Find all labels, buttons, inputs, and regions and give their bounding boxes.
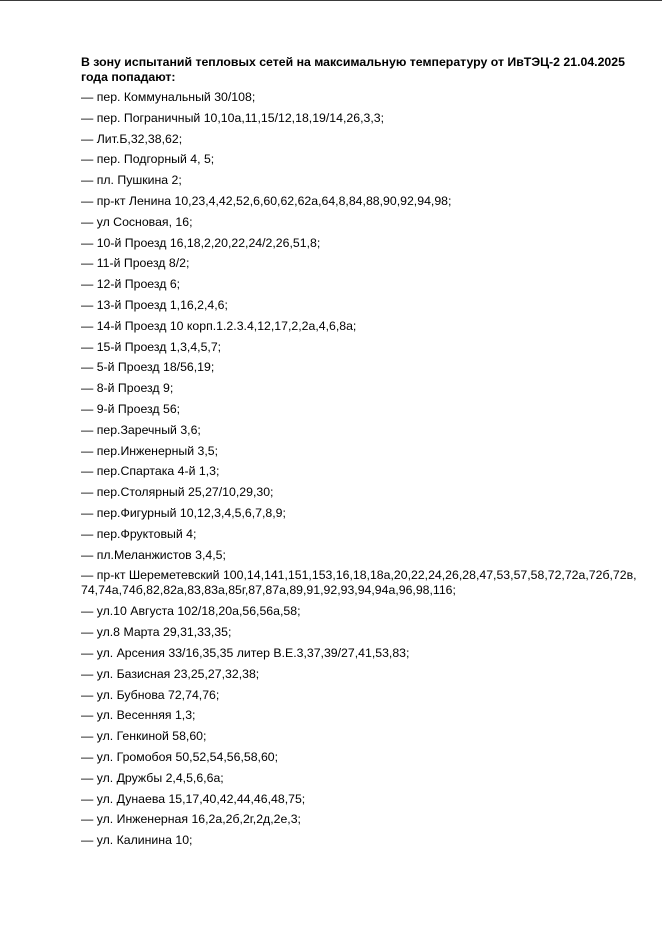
document-heading: В зону испытаний тепловых сетей на максимальную температуру от ИвТЭЦ-2 21.04.2025 года попадают: — [81, 55, 625, 84]
list-item: — пер. Коммунальный 30/108; — [81, 90, 256, 104]
list-item: — пл. Пушкина 2; — [81, 173, 182, 188]
list-item: — пер.Фруктовый 4; — [81, 526, 197, 541]
list-item: — ул.8 Марта 29,31,33,35; — [81, 625, 232, 640]
list-item: — 11-й Проезд 8/2; — [81, 256, 190, 271]
list-item: — ул. Бубнова 72,74,76; — [81, 687, 220, 702]
list-item: — пер.Фигурный 10,12,3,4,5,6,7,8,9; — [81, 505, 286, 520]
list-item: — пер. Пограничный 10,10а,11,15/12,18,19/14,26,3,3; — [81, 110, 384, 125]
list-item: — 10-й Проезд 16,18,2,20,22,24/2,26,51,8; — [81, 235, 321, 250]
list-item: — пр-кт Ленина 10,23,4,42,52,6,60,62,62а,64,8,84,88,90,92,94,98; — [81, 193, 452, 208]
list-item: — ул. Дунаева 15,17,40,42,44,46,48,75; — [81, 791, 306, 806]
list-item: — ул. Арсения 33/16,35,35 литер В.Е.3,37,39/27,41,53,83; — [81, 645, 410, 660]
address-list — [81, 90, 641, 848]
list-item: — 5-й Проезд 18/56,19; — [81, 360, 215, 375]
list-item: — ул. Громобоя 50,52,54,56,58,60; — [81, 749, 279, 764]
top-border — [0, 0, 662, 1]
list-item: — 15-й Проезд 1,3,4,5,7; — [81, 339, 222, 354]
list-item: — Лит.Б,32,38,62; — [81, 131, 183, 146]
list-item: — 12-й Проезд 6; — [81, 277, 181, 292]
list-item: — ул. Базисная 23,25,27,32,38; — [81, 666, 260, 681]
list-item: — пр-кт Шереметевский 100,14,141,151,153,16,18,18а,20,22,24,26,28,47,53,57,58,72,72а,72б,72в,74,74а,74б,82,82а,83,83а,85г,87,87а,89,91,92,93,94,94а,96,98,116; — [81, 568, 637, 598]
list-item: — 8-й Проезд 9; — [81, 381, 174, 396]
list-item: — 13-й Проезд 1,16,2,4,6; — [81, 297, 228, 312]
list-item: — ул.10 Августа 102/18,20а,56,56а,58; — [81, 604, 301, 619]
list-item: — пер.Заречный 3,6; — [81, 422, 201, 437]
list-item: — ул Сосновая, 16; — [81, 214, 193, 229]
list-item: — ул. Весенняя 1,3; — [81, 708, 196, 723]
list-item: — ул. Калинина 10; — [81, 833, 193, 848]
list-item: — пер.Инженерный 3,5; — [81, 443, 219, 458]
list-item: — пл.Меланжистов 3,4,5; — [81, 547, 226, 562]
list-item: — пер.Столярный 25,27/10,29,30; — [81, 485, 274, 500]
list-item: — 14-й Проезд 10 корп.1.2.3.4,12,17,2,2а,4,6,8а; — [81, 318, 357, 333]
list-item: — пер.Спартака 4-й 1,3; — [81, 464, 220, 479]
document-body — [81, 55, 641, 854]
list-item: — ул. Инженерная 16,2а,2б,2г,2д,2е,3; — [81, 812, 301, 827]
list-item: — ул. Дружбы 2,4,5,6,6а; — [81, 770, 224, 785]
list-item: — 9-й Проезд 56; — [81, 401, 181, 416]
list-item: — пер. Подгорный 4, 5; — [81, 152, 215, 167]
list-item: — ул. Генкиной 58,60; — [81, 729, 207, 744]
